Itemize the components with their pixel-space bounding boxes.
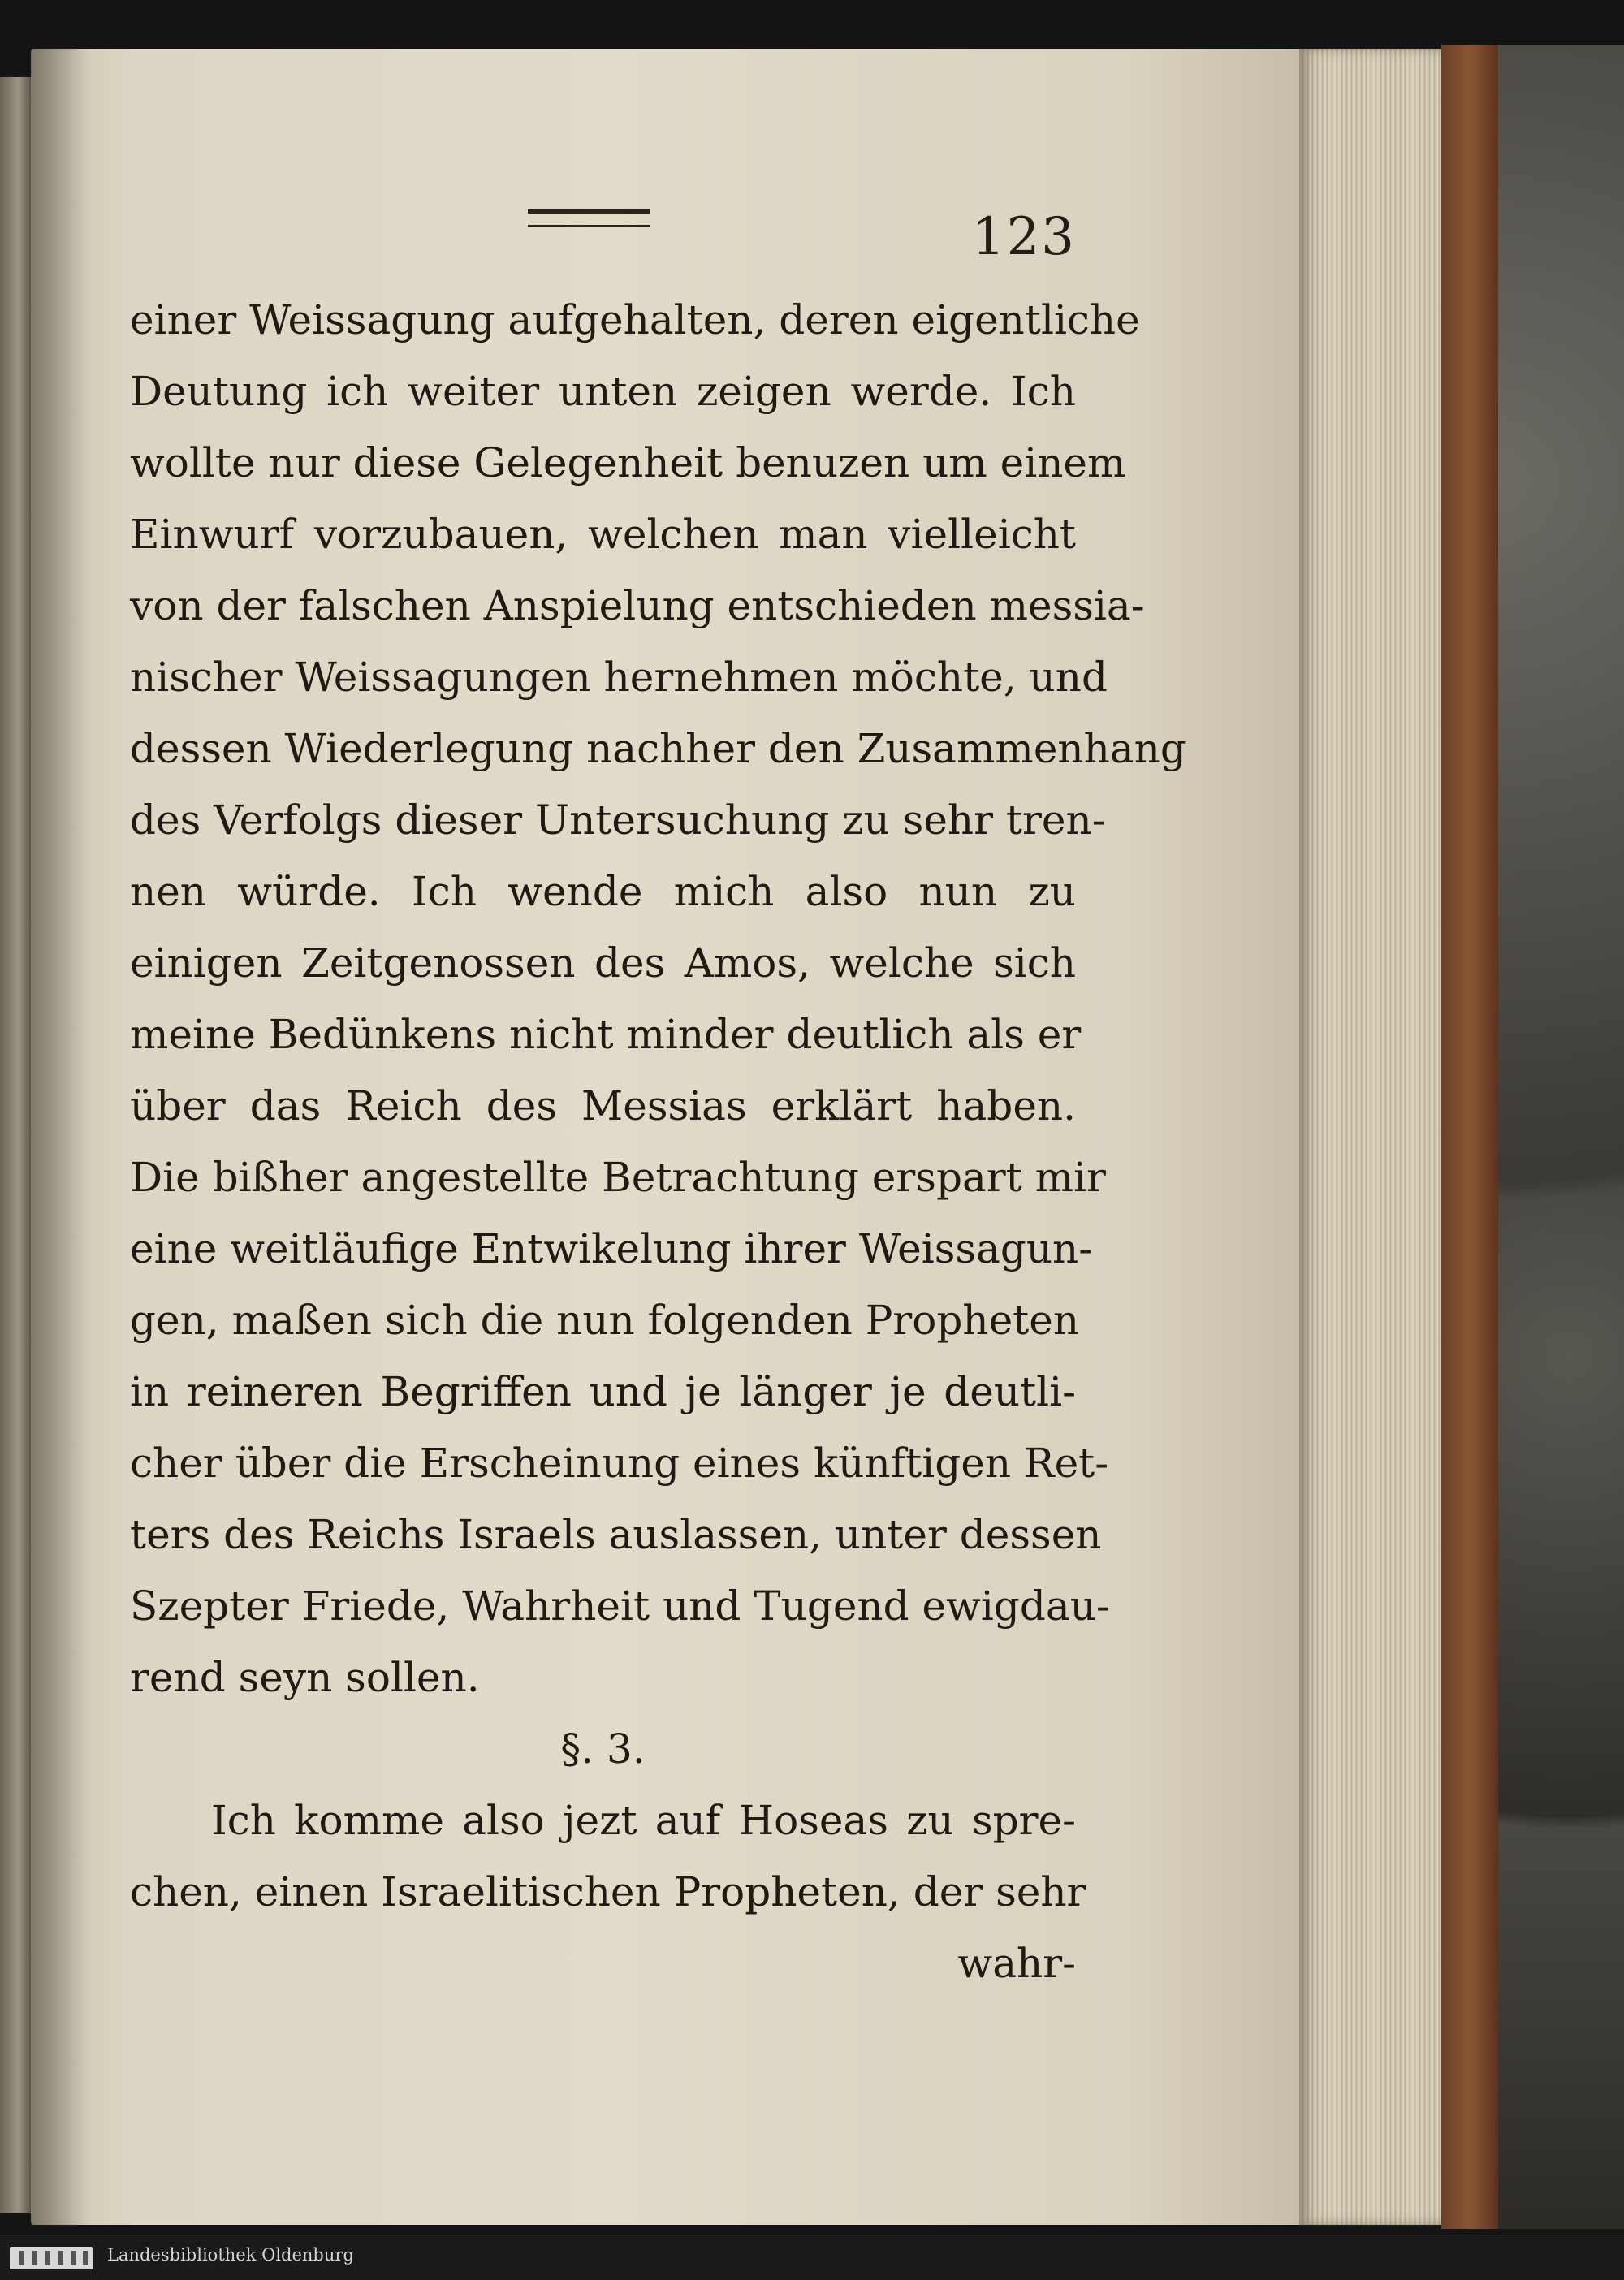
library-name: Landesbibliothek Oldenburg xyxy=(107,2245,354,2265)
catchword: wahr- xyxy=(957,1940,1076,1987)
leather-spine-edge xyxy=(1441,45,1498,2229)
text-line: Ich komme also jezt auf Hoseas zu spre- xyxy=(211,1797,1076,1844)
page-number: 123 xyxy=(971,207,1076,267)
text-line: Deutung ich weiter unten zeigen werde. Ich xyxy=(130,368,1076,415)
text-line: dessen Wiederlegung nachher den Zusammenhang xyxy=(130,725,1186,772)
text-line: cher über die Erscheinung eines künftigen Ret- xyxy=(130,1440,1109,1487)
library-building-icon xyxy=(10,2247,93,2269)
text-line: meine Bedünkens nicht minder deutlich als er xyxy=(130,1011,1082,1058)
section-heading: §. 3. xyxy=(560,1725,646,1773)
text-line: Die bißher angestellte Betrachtung erspart mir xyxy=(130,1154,1106,1201)
text-line: Einwurf vorzubauen, welchen man vielleicht xyxy=(130,511,1076,558)
header-ornament-rule xyxy=(528,209,650,227)
library-footer xyxy=(0,2235,1624,2280)
text-line: chen, einen Israelitischen Propheten, der sehr xyxy=(130,1868,1086,1915)
text-line: gen, maßen sich die nun folgenden Propheten xyxy=(130,1297,1080,1344)
text-line: rend seyn sollen. xyxy=(130,1654,480,1701)
text-line: in reineren Begriffen und je länger je deutli- xyxy=(130,1368,1076,1415)
previous-page-edge xyxy=(0,77,31,2213)
text-line: von der falschen Anspielung entschieden messia- xyxy=(130,582,1145,629)
text-line: ters des Reichs Israels auslassen, unter dessen xyxy=(130,1511,1102,1558)
text-line: über das Reich des Messias erklärt haben. xyxy=(130,1082,1076,1129)
page-fore-edges xyxy=(1299,49,1441,2225)
text-block xyxy=(130,284,1186,1999)
text-line: Szepter Friede, Wahrheit und Tugend ewigdau- xyxy=(130,1583,1110,1630)
text-line: nischer Weissagungen hernehmen möchte, und xyxy=(130,654,1108,701)
text-line: des Verfolgs dieser Untersuchung zu sehr tren- xyxy=(130,797,1106,844)
gutter-shadow xyxy=(31,49,88,2225)
text-line: eine weitläufige Entwikelung ihrer Weissagun- xyxy=(130,1225,1093,1272)
text-line: einer Weissagung aufgehalten, deren eigentliche xyxy=(130,296,1140,343)
text-line: wollte nur diese Gelegenheit benuzen um einem xyxy=(130,439,1126,486)
text-line: nen würde. Ich wende mich also nun zu xyxy=(130,868,1076,915)
text-line: einigen Zeitgenossen des Amos, welche sich xyxy=(130,939,1076,987)
